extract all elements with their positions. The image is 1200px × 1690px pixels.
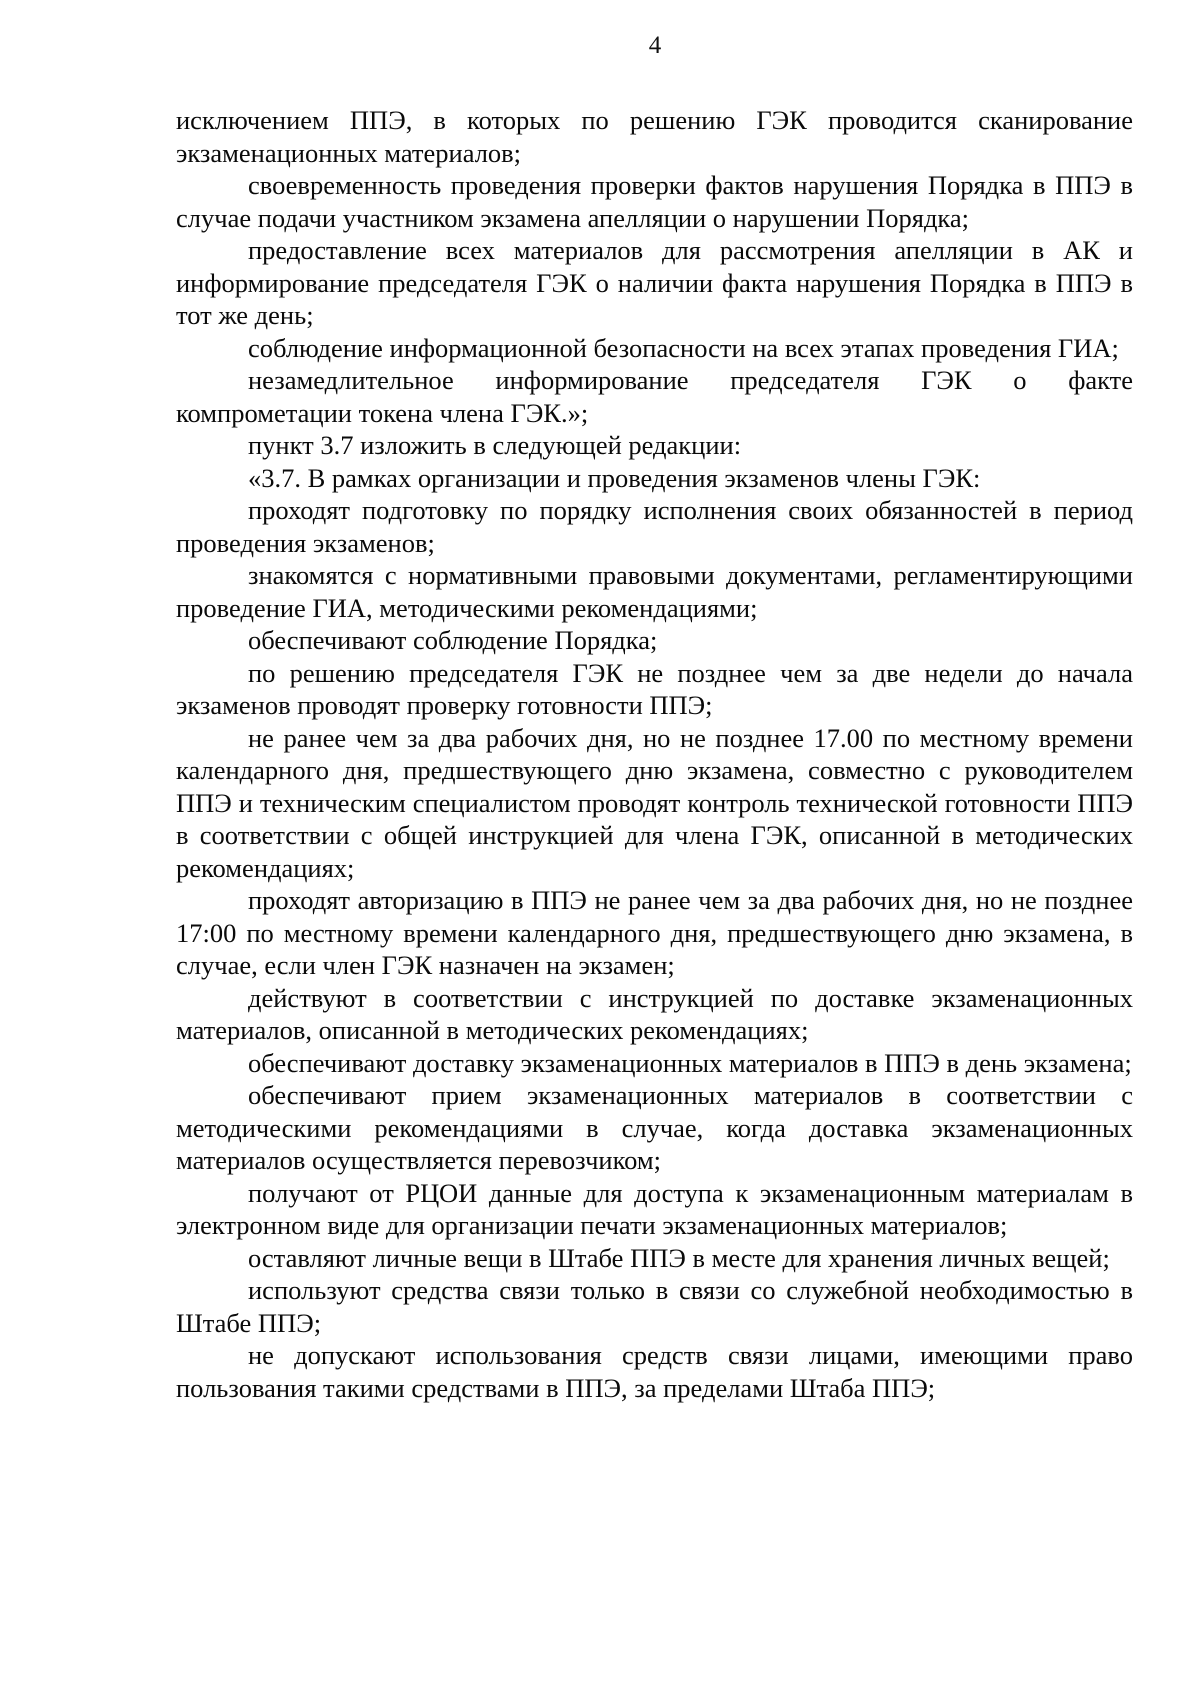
paragraph: обеспечивают прием экзаменационных материалов в соответствии с методическими рекомендациями в случае, когда доставка экзаменационных материалов осуществляется перевозчиком;	[176, 1080, 1133, 1175]
paragraph: действуют в соответствии с инструкцией по доставке экзаменационных материалов, описанной в методических рекомендациях;	[176, 982, 1133, 1045]
paragraph: незамедлительное информирование председателя ГЭК о факте компрометации токена члена ГЭК.»;	[176, 365, 1133, 428]
paragraph: обеспечивают соблюдение Порядка;	[248, 625, 658, 655]
paragraph: не ранее чем за два рабочих дня, но не позднее 17.00 по местному времени календарного дня, предшествующего дню экзамена, совместно с руководителем ППЭ и техническим специалистом проводят контроль технической готовности ППЭ в соответствии с общей инструкцией для члена ГЭК, описанной в методических рекомендациях;	[176, 722, 1133, 883]
paragraph: пункт 3.7 изложить в следующей редакции:	[248, 430, 742, 460]
paragraph: обеспечивают доставку экзаменационных материалов в ППЭ в день экзамена;	[248, 1047, 1132, 1078]
paragraph: своевременность проведения проверки фактов нарушения Порядка в ППЭ в случае подачи участником экзамена апелляции о нарушении Порядка;	[176, 170, 1133, 233]
page-number: 4	[648, 32, 662, 59]
paragraph: оставляют личные вещи в Штабе ППЭ в месте для хранения личных вещей;	[248, 1242, 1110, 1273]
paragraph: предоставление всех материалов для рассмотрения апелляции в АК и информирование председателя ГЭК о наличии факта нарушения Порядка в ППЭ в тот же день;	[176, 235, 1133, 330]
paragraph: не допускают использования средств связи лицами, имеющими право пользования такими средствами в ППЭ, за пределами Штаба ППЭ;	[176, 1340, 1133, 1403]
paragraph: знакомятся с нормативными правовыми документами, регламентирующими проведение ГИА, методическими рекомендациями;	[176, 560, 1133, 623]
paragraph: проходят подготовку по порядку исполнения своих обязанностей в период проведения экзаменов;	[176, 495, 1133, 558]
document-body	[176, 104, 1133, 1404]
paragraph: соблюдение информационной безопасности на всех этапах проведения ГИА;	[248, 332, 1119, 363]
paragraph: исключением ППЭ, в которых по решению ГЭК проводится сканирование экзаменационных материалов;	[176, 105, 1133, 168]
paragraph: получают от РЦОИ данные для доступа к экзаменационным материалам в электронном виде для организации печати экзаменационных материалов;	[176, 1177, 1133, 1240]
paragraph: используют средства связи только в связи со служебной необходимостью в Штабе ППЭ;	[176, 1275, 1133, 1338]
paragraph: «3.7. В рамках организации и проведения экзаменов члены ГЭК:	[248, 462, 981, 493]
paragraph: проходят авторизацию в ППЭ не ранее чем за два рабочих дня, но не позднее 17:00 по местному времени календарного дня, предшествующего дню экзамена, в случае, если член ГЭК назначен на экзамен;	[176, 885, 1133, 980]
paragraph: по решению председателя ГЭК не позднее чем за две недели до начала экзаменов проводят проверку готовности ППЭ;	[176, 657, 1133, 720]
